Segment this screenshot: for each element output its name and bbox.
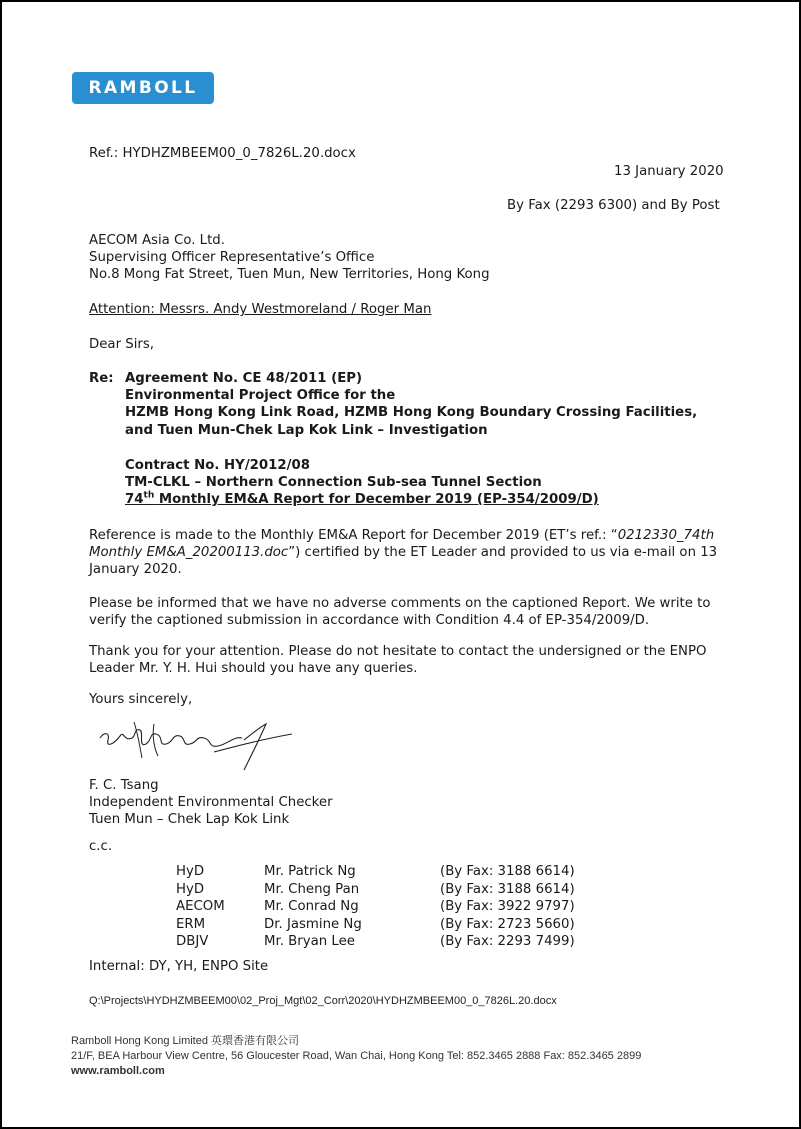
paragraph-3-line-2: Leader Mr. Y. H. Hui should you have any queries. [89,661,418,676]
recipient-address: No.8 Mong Fat Street, Tuen Mun, New Territories, Hong Kong [89,267,490,282]
subject-report-number: 74 [125,492,144,507]
para1-text-d: ”) certified by the ET Leader and provided to us via e-mail on 13 [288,545,718,560]
footer-website: www.ramboll.com [71,1065,165,1077]
subject-office: Environmental Project Office for the [125,388,396,403]
cc-fax: (By Fax: 2293 7499) [440,934,575,949]
paragraph-1-line-1 [89,527,714,544]
cc-name: Mr. Bryan Lee [264,934,355,949]
recipient-office: Supervising Officer Representative’s Office [89,250,375,265]
paragraph-2-line-2: verify the captioned submission in accordance with Condition 4.4 of EP-354/2009/D. [89,613,650,628]
cc-org: AECOM [176,899,225,914]
footer-address: 21/F, BEA Harbour View Centre, 56 Gloucester Road, Wan Chai, Hong Kong Tel: 852.3465 2888 Fax: 852.3465 2899 [71,1050,642,1062]
subject-report [125,491,599,508]
attention-line: Attention: Messrs. Andy Westmoreland / Roger Man [89,302,432,317]
cc-org: ERM [176,916,206,932]
recipient-company: AECOM Asia Co. Ltd. [89,233,225,248]
cc-name: Mr. Cheng Pan [264,881,360,897]
subject-projects-cont: and Tuen Mun-Chek Lap Kok Link – Investigation [125,423,488,438]
signer-project: Tuen Mun – Chek Lap Kok Link [89,812,290,827]
cc-org: HyD [176,864,205,879]
paragraph-1-line-2 [89,544,717,561]
footer-company: Ramboll Hong Kong Limited 英環香港有限公司 [71,1035,300,1047]
signer-name: F. C. Tsang [89,778,159,793]
paragraph-1-line-3: January 2020. [89,562,182,577]
cc-org: HyD [176,881,205,897]
subject-agreement: Agreement No. CE 48/2011 (EP) [125,371,363,386]
paragraph-2-line-1: Please be informed that we have no adverse comments on the captioned Report. We write to [89,596,711,611]
para1-text-a: Reference is made to the Monthly EM&A Report for December 2019 (ET’s ref.: “ [89,528,618,543]
cc-label: c.c. [89,839,113,854]
signature-image [94,718,294,774]
closing: Yours sincerely, [89,692,193,707]
salutation: Dear Sirs, [89,337,155,352]
cc-fax: (By Fax: 2723 5660) [440,916,575,932]
cc-name: Mr. Conrad Ng [264,899,359,914]
subject-section: TM-CLKL – Northern Connection Sub-sea Tunnel Section [125,475,542,490]
paragraph-3-line-1: Thank you for your attention. Please do not hesitate to contact the undersigned or the ENPO [89,644,707,659]
para1-et-ref-cont: Monthly EM&A_20200113.doc [89,545,289,560]
cc-fax: (By Fax: 3188 6614) [440,864,575,879]
subject-report-ordinal: th [143,490,155,501]
cc-org: DBJV [176,934,209,949]
delivery-method: By Fax (2293 6300) and By Post [507,198,720,213]
subject-contract: Contract No. HY/2012/08 [125,458,311,473]
cc-name: Dr. Jasmine Ng [264,916,362,932]
cc-fax: (By Fax: 3188 6614) [440,881,575,897]
file-path: Q:\Projects\HYDHZMBEEM00\02_Proj_Mgt\02_Corr\2020\HYDHZMBEEM00_0_7826L.20.docx [89,995,557,1007]
cc-fax: (By Fax: 3922 9797) [440,899,575,914]
cc-name: Mr. Patrick Ng [264,864,356,879]
letter-date: 13 January 2020 [614,164,724,179]
signer-title: Independent Environmental Checker [89,795,333,810]
reference-number: Ref.: HYDHZMBEEM00_0_7826L.20.docx [89,146,356,161]
re-label: Re: [89,371,114,386]
subject-projects: HZMB Hong Kong Link Road, HZMB Hong Kong Boundary Crossing Facilities, [125,405,698,420]
para1-et-ref: 0212330_74th [617,528,715,543]
subject-report-title: Monthly EM&A Report for December 2019 (EP-354/2009/D) [154,492,599,507]
internal-distribution: Internal: DY, YH, ENPO Site [89,959,269,974]
ramboll-logo: RAMBOLL [72,72,214,104]
